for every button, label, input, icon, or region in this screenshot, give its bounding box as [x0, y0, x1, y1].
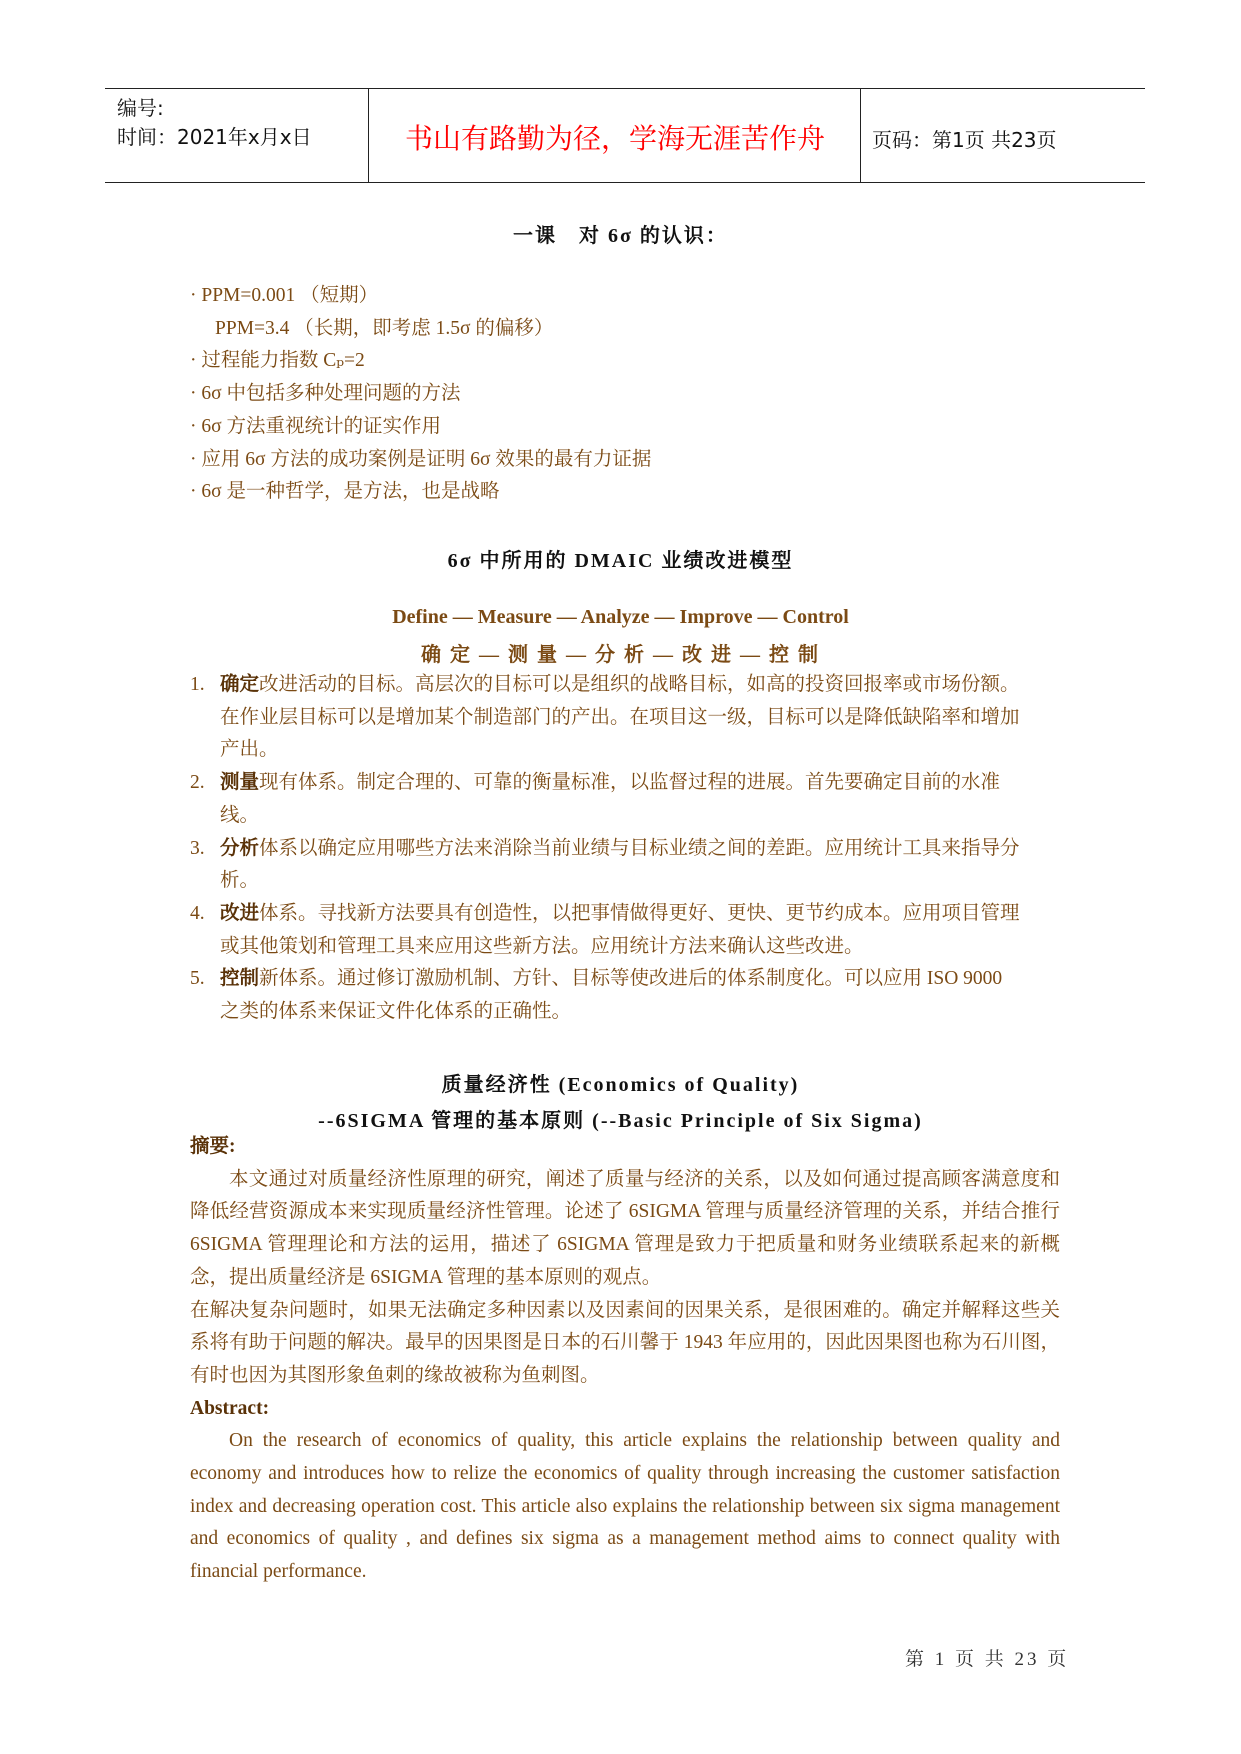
item-number: 1. [190, 674, 205, 695]
item-number: 5. [190, 968, 205, 990]
abstract-section [190, 1131, 1060, 1589]
lesson-title: 一课 对 6σ 的认识： [513, 225, 728, 247]
dmaic-list [190, 669, 1020, 1029]
item-text: 体系以确定应用哪些方法来消除当前业绩与目标业绩之间的差距。应用统计工具来指导分析。 [220, 837, 1020, 892]
item-text: 体系。寻找新方法要具有创造性，以把事情做得更好、更快、更节约成本。应用项目管理或其他策划和管理工具来应用这些新方法。应用统计方法来确认这些改进。 [220, 902, 1020, 957]
item-number: 2. [190, 772, 205, 794]
header-divider [368, 89, 369, 183]
time-label: 时间：2021年x月x日 [117, 125, 312, 149]
dmaic-chinese: 确 定 — 测 量 — 分 析 — 改 进 — 控 制 [421, 644, 820, 666]
item-text: 现有体系。制定合理的、可靠的衡量标准，以监督过程的进展。首先要确定目前的水准线。 [220, 772, 1001, 826]
abstract-en-label: Abstract: [190, 1397, 270, 1419]
dmaic-item [190, 669, 1020, 767]
dmaic-title: 6σ 中所用的 DMAIC 业绩改进模型 [447, 550, 794, 572]
bullet: PPM=3.4 （长期，即考虑 1.5σ 的偏移） [215, 317, 554, 339]
dmaic-item [190, 898, 1020, 963]
header-divider [860, 89, 861, 183]
bullet: · 过程能力指数 Cₚ=2 [190, 350, 365, 372]
item-key: 控制 [220, 968, 260, 990]
header-bottom-rule [105, 182, 1145, 183]
bullet: · 6σ 是一种哲学，是方法，也是战略 [190, 481, 500, 503]
header-top-rule [105, 88, 1145, 89]
item-number: 3. [190, 837, 205, 859]
item-key: 确定 [220, 674, 260, 695]
header-motto: 书山有路勤为径，学海无涯苦作舟 [404, 122, 825, 155]
item-number: 4. [190, 902, 205, 924]
bullet: · 6σ 中包括多种处理问题的方法 [190, 383, 461, 405]
lesson-bullets [190, 280, 1060, 509]
abstract-cn-label: 摘要: [190, 1136, 236, 1157]
economics-subtitle: --6SIGMA 管理的基本原则 (--Basic Principle of Six Sigma) [318, 1110, 923, 1132]
item-key: 测量 [220, 772, 260, 794]
bullet: · PPM=0.001 （短期） [190, 285, 379, 306]
page-info: 页码：第1页 共23页 [872, 128, 1057, 152]
item-key: 分析 [220, 837, 260, 859]
abstract-cn: 本文通过对质量经济性原理的研究，阐述了质量与经济的关系，以及如何通过提高顾客满意度和降低经营资源成本来实现质量经济性管理。论述了 6SIGMA 管理与质量经济管理的关系，并结合推行 6SIGMA 管理理论和方法的运用，描述了 6SIGMA 管理是致力于把质量和财务业绩联系起来的新概念，提出质量经济是 6SIGMA 管理的基本原则的观点。 [190, 1168, 1060, 1288]
number-label: 编号: [117, 96, 164, 120]
abstract-en: On the research of economics of quality, this article explains the relationship between quality and economy and introduces how to relize the economics of quality through increasing the customer satisfaction index and decreasing operation cost. This article also explains the relationship between six sigma management and economics of quality , and defines six sigma as a management method aims to connect quality with financial performance. [190, 1430, 1060, 1583]
page-footer: 第 1 页 共 23 页 [905, 1649, 1070, 1670]
economics-title: 质量经济性 (Economics of Quality) [441, 1074, 800, 1096]
item-key: 改进 [220, 902, 260, 924]
dmaic-english: Define — Measure — Analyze — Improve — Control [392, 606, 849, 628]
bullet: · 6σ 方法重视统计的证实作用 [190, 415, 442, 437]
dmaic-item [190, 833, 1020, 898]
dmaic-item [190, 767, 1020, 832]
dmaic-item [190, 963, 1020, 1028]
fishbone-paragraph: 在解决复杂问题时，如果无法确定多种因素以及因素间的因果关系，是很困难的。确定并解释这些关系将有助于问题的解决。最早的因果图是日本的石川馨于 1943 年应用的，因此因果图也称为石川图，有时也因为其图形象鱼刺的缘故被称为鱼刺图。 [190, 1299, 1060, 1386]
item-text: 新体系。通过修订激励机制、方针、目标等使改进后的体系制度化。可以应用 ISO 9000 之类的体系来保证文件化体系的正确性。 [220, 968, 1003, 1023]
item-text: 改进活动的目标。高层次的目标可以是组织的战略目标，如高的投资回报率或市场份额。在作业层目标可以是增加某个制造部门的产出。在项目这一级，目标可以是降低缺陷率和增加产出。 [220, 674, 1020, 761]
bullet: · 应用 6σ 方法的成功案例是证明 6σ 效果的最有力证据 [190, 448, 652, 470]
